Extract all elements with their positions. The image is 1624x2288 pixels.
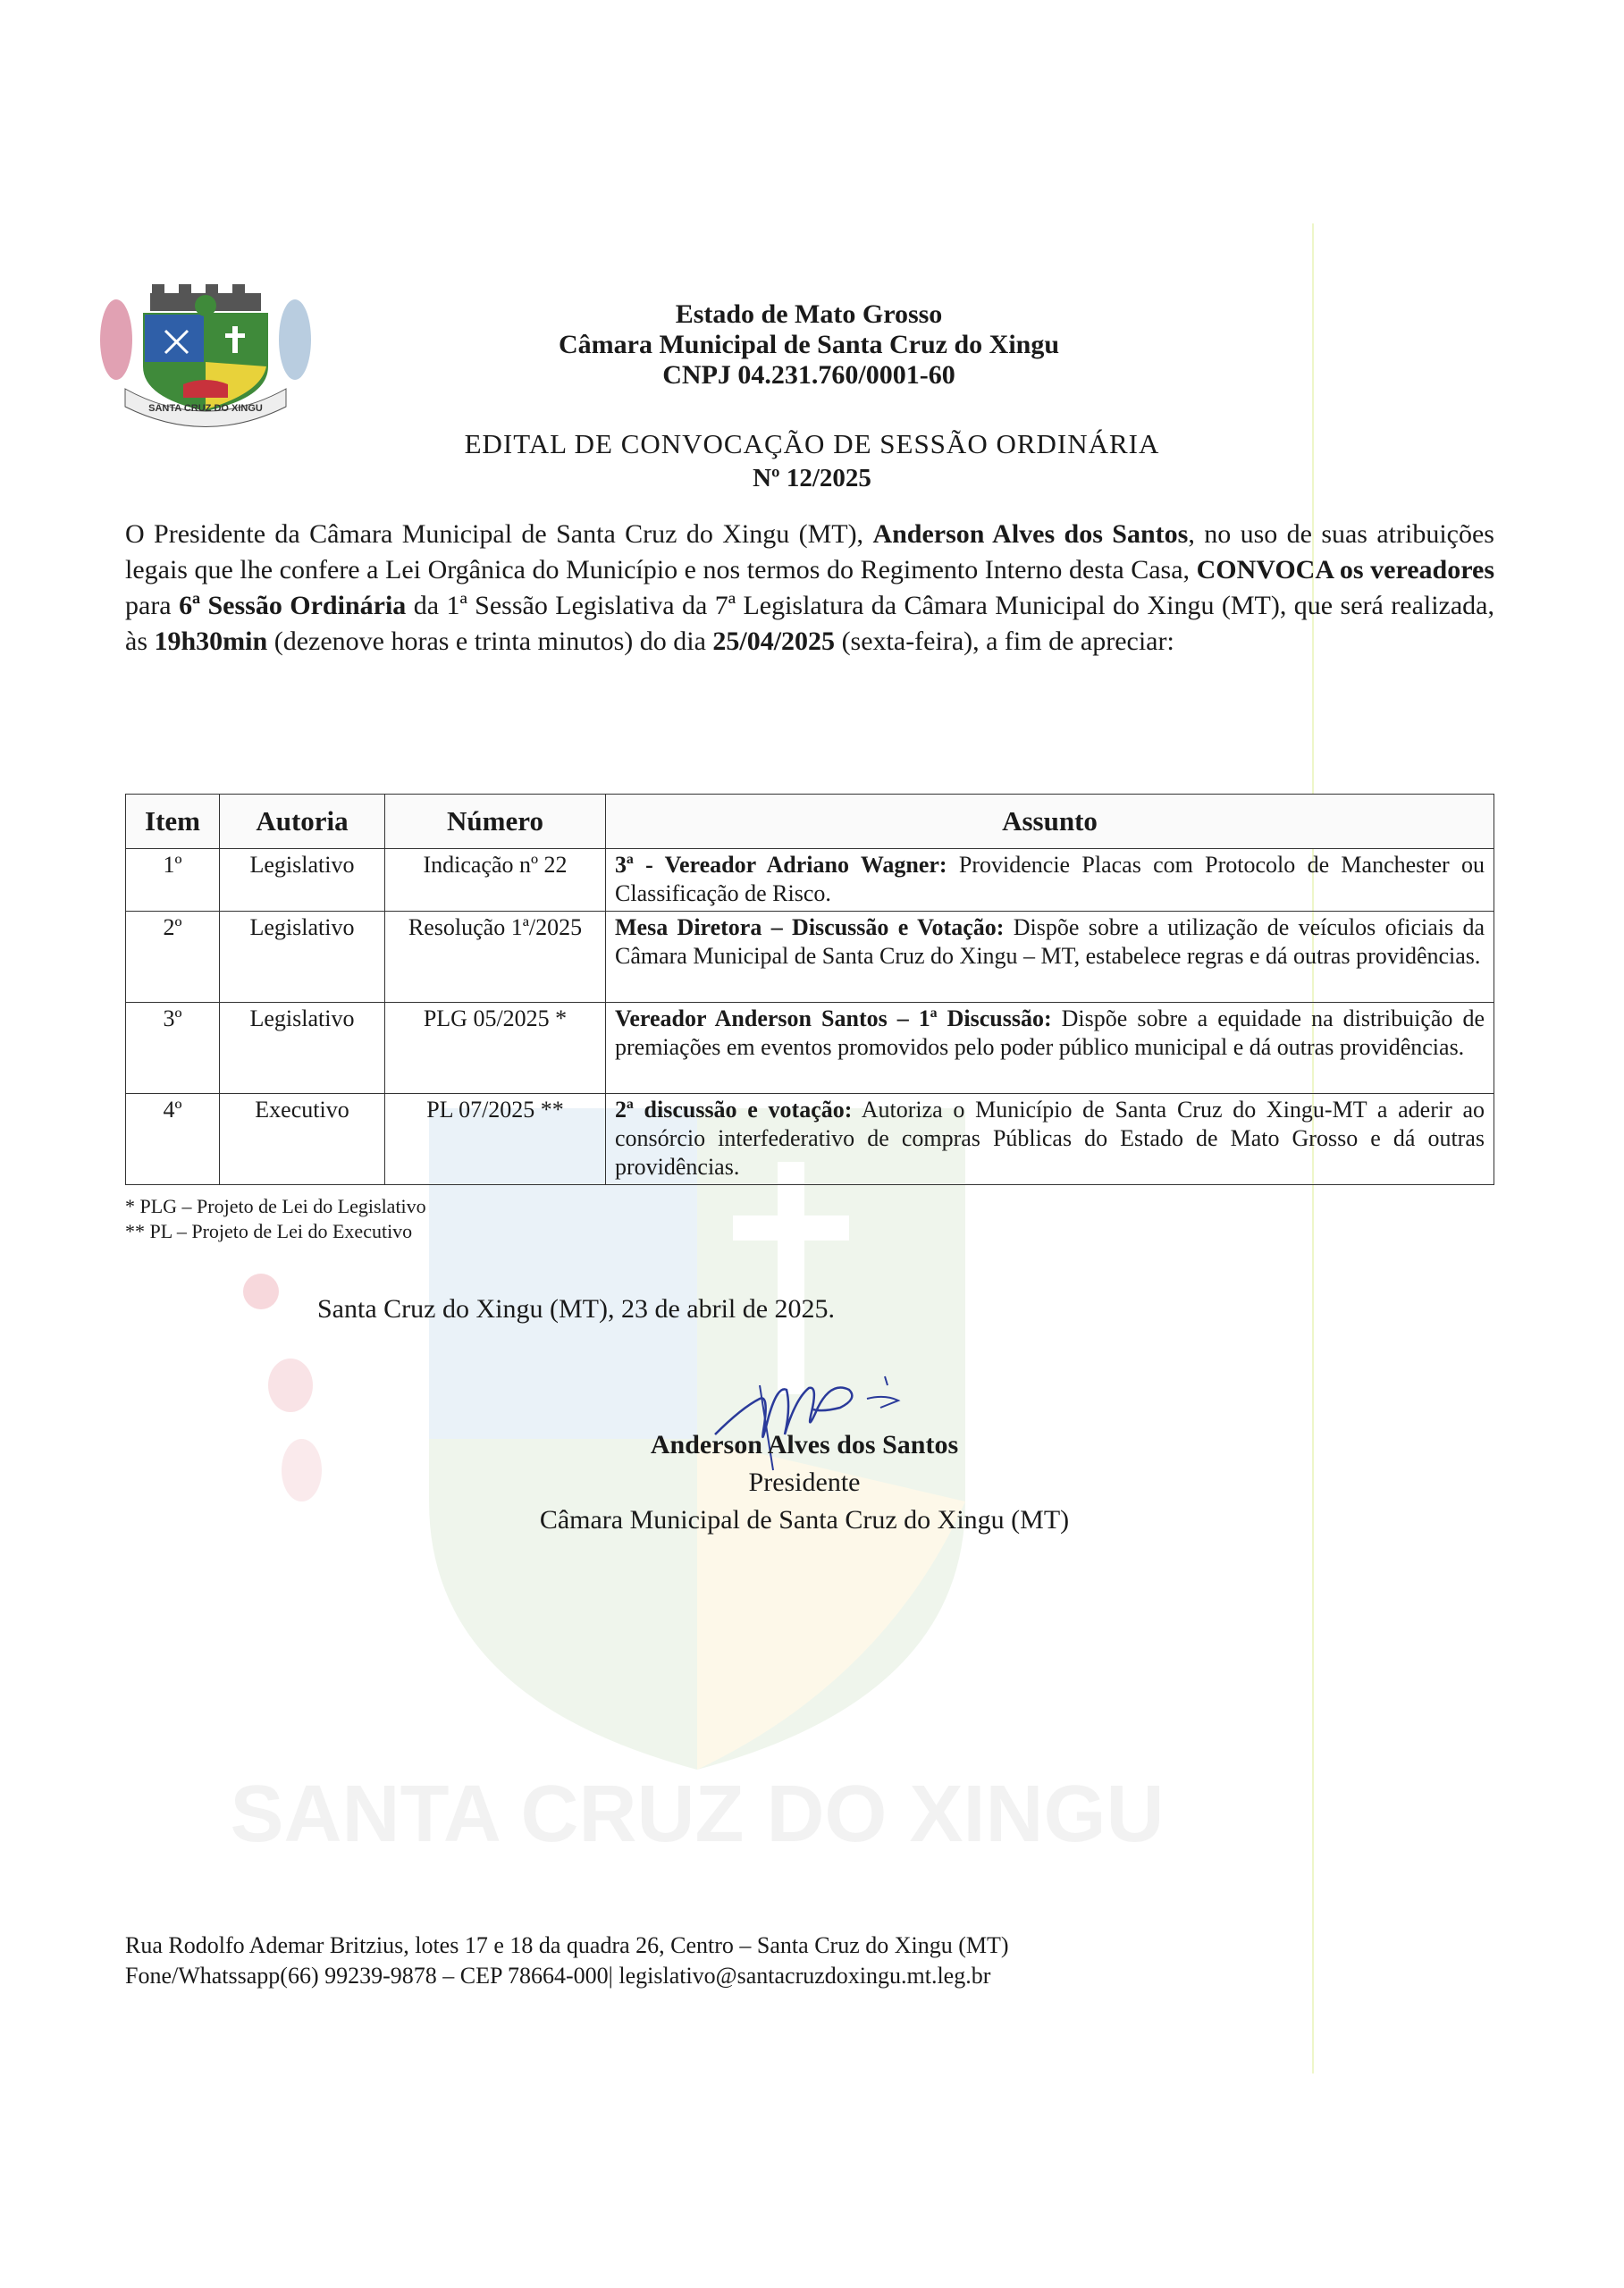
title-main: EDITAL DE CONVOCAÇÃO DE SESSÃO ORDINÁRIA	[464, 428, 1160, 459]
signatory-role: Presidente	[748, 1468, 861, 1497]
body-text: , no uso de suas atribuições legais que lhe confere a Lei Orgânica do Município e nos termos do Regimento Interno desta Casa,	[125, 519, 1494, 585]
agenda-table	[125, 794, 1494, 1185]
table-row	[126, 912, 1494, 1003]
table-row	[126, 849, 1494, 912]
body-text: (dezenove horas e trinta minutos) do dia	[267, 627, 713, 656]
cell-item: 3º	[126, 1003, 220, 1094]
convoca-text: CONVOCA os vereadores	[1196, 555, 1494, 585]
cell-numero: PL 07/2025 **	[385, 1094, 606, 1185]
table-header-row	[126, 795, 1494, 849]
cell-item: 2º	[126, 912, 220, 1003]
title-number: Nº 12/2025	[753, 464, 871, 492]
cnpj: CNPJ 04.231.760/0001-60	[662, 360, 955, 390]
assunto-text: Providencie Placas com Protocolo de Manchester ou Classificação de Risco.	[615, 852, 1485, 906]
session-time: 19h30min	[154, 627, 268, 656]
letterhead	[322, 299, 1296, 391]
page-footer	[125, 1930, 1009, 1991]
assunto-heading: Mesa Diretora – Discussão e Votação:	[615, 914, 1005, 940]
table-row	[126, 1003, 1494, 1094]
numero-text: Resolução 1ª/2025	[408, 914, 583, 940]
signatory-name: Anderson Alves dos Santos	[650, 1430, 959, 1459]
cell-numero	[385, 912, 606, 1003]
handwritten-signature	[706, 1372, 930, 1479]
stain-mark	[282, 1439, 322, 1502]
header-numero: Número	[385, 795, 606, 849]
signatory-organization: Câmara Municipal de Santa Cruz do Xingu (MT)	[539, 1505, 1070, 1535]
footer-contact: Fone/Whatssapp(66) 99239-9878 – CEP 78664-000| legislativo@santacruzdoxingu.mt.leg.br	[125, 1963, 991, 1989]
cell-item: 4º	[126, 1094, 220, 1185]
header-autoria: Autoria	[220, 795, 385, 849]
footnote-plg: * PLG – Projeto de Lei do Legislativo	[125, 1195, 426, 1217]
state-name: Estado de Mato Grosso	[675, 299, 943, 329]
cell-assunto	[606, 849, 1494, 912]
session-date: 25/04/2025	[712, 627, 836, 656]
president-name: Anderson Alves dos Santos	[872, 519, 1189, 549]
cell-autoria: Legislativo	[220, 849, 385, 912]
assunto-heading: 2ª discussão e votação:	[615, 1097, 853, 1123]
cell-assunto	[606, 912, 1494, 1003]
watermark-text: SANTA CRUZ DO XINGU	[230, 1770, 1165, 1859]
assunto-heading: Vereador Anderson Santos – 1ª Discussão:	[615, 1005, 1052, 1031]
document-title	[268, 427, 1356, 495]
body-text: (sexta-feira), a fim de apreciar:	[835, 627, 1174, 656]
assunto-text: Autoriza o Município de Santa Cruz do Xingu-MT a aderir ao consórcio interfederativo de compras Públicas do Estado de Mato Grosso e dá outras providências.	[615, 1097, 1485, 1180]
place-date: Santa Cruz do Xingu (MT), 23 de abril de 2025.	[317, 1294, 836, 1324]
coat-of-arms-logo	[89, 277, 322, 429]
table-footnotes	[125, 1194, 426, 1244]
assunto-text: Dispõe sobre a utilização de veículos oficiais da Câmara Municipal de Santa Cruz do Xingu – MT, estabelece regras e dá outras providências.	[615, 914, 1485, 969]
cell-assunto	[606, 1094, 1494, 1185]
stain-mark	[268, 1358, 313, 1412]
body-text: O Presidente da Câmara Municipal de Santa Cruz do Xingu (MT),	[125, 519, 873, 549]
cell-assunto	[606, 1003, 1494, 1094]
table-row	[126, 1094, 1494, 1185]
cell-autoria: Legislativo	[220, 1003, 385, 1094]
header-assunto: Assunto	[606, 795, 1494, 849]
footer-address: Rua Rodolfo Ademar Britzius, lotes 17 e 18 da quadra 26, Centro – Santa Cruz do Xingu (MT)	[125, 1932, 1009, 1958]
chamber-name: Câmara Municipal de Santa Cruz do Xingu	[558, 330, 1060, 359]
footnote-pl: ** PL – Projeto de Lei do Executivo	[125, 1220, 413, 1242]
assunto-text: Dispõe sobre a equidade na distribuição de premiações em eventos promovidos pelo poder público municipal e dá outras providências.	[615, 1005, 1485, 1060]
cell-numero: PLG 05/2025 *	[385, 1003, 606, 1094]
assunto-heading: 3ª - Vereador Adriano Wagner:	[615, 852, 947, 878]
body-text: da 1ª Sessão Legislativa da 7ª Legislatura da Câmara Municipal do Xingu (MT), que será realizada, às	[125, 591, 1495, 656]
header-item: Item	[126, 795, 220, 849]
body-text: para	[125, 591, 180, 620]
cell-numero: Indicação nº 22	[385, 849, 606, 912]
cell-autoria: Executivo	[220, 1094, 385, 1185]
logo-motto: SANTA CRUZ DO XINGU	[148, 403, 263, 414]
session-name: 6ª Sessão Ordinária	[179, 591, 407, 620]
convocation-paragraph	[125, 517, 1494, 660]
cell-item: 1º	[126, 849, 220, 912]
cell-autoria: Legislativo	[220, 912, 385, 1003]
stain-mark	[243, 1274, 279, 1309]
